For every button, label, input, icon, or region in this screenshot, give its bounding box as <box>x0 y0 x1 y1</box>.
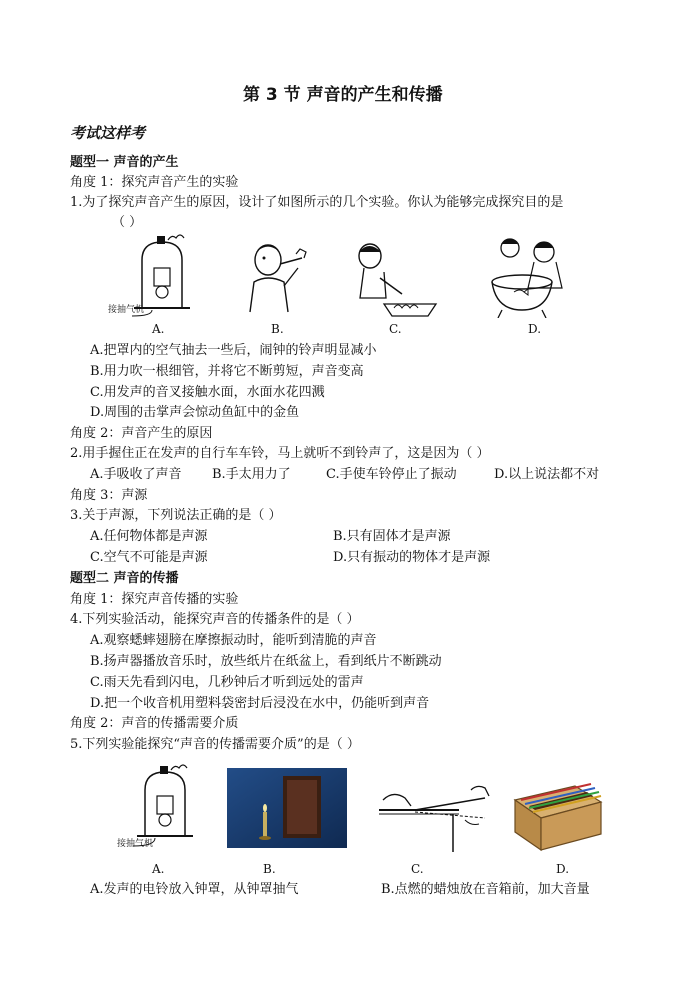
q2-option-d: D.以上说法都不对 <box>494 467 600 482</box>
type2-angle1: 角度 1：探究声音传播的实验 <box>70 592 239 607</box>
type2-heading: 题型二 声音的传播 <box>70 571 179 586</box>
q5-figure-d-rubber-band-box <box>505 776 605 852</box>
q3-option-c: C.空气不可能是声源 <box>90 550 208 565</box>
q1-option-d: D.周围的击掌声会惊动鱼缸中的金鱼 <box>90 405 300 420</box>
q2-option-c: C.手使车铃停止了振动 <box>326 467 457 482</box>
q1-option-a: A.把罩内的空气抽去一些后，闹钟的铃声明显减小 <box>90 343 377 358</box>
q1-option-b: B.用力吹一根细管，并将它不断剪短，声音变高 <box>90 364 364 379</box>
q1-figure-c-tuning-fork-water <box>350 238 440 318</box>
q5-fig-label-d: D. <box>556 862 570 876</box>
page-title: 第 3 节 声音的产生和传播 <box>243 85 443 105</box>
q1-stem: 1.为了探究声音产生的原因，设计了如图所示的几个实验。你认为能够完成探究目的是 <box>70 195 564 210</box>
q5-option-b: B.点燃的蜡烛放在音箱前，加大音量 <box>381 882 590 897</box>
q3-option-b: B.只有固体才是声源 <box>333 529 451 544</box>
q1-fig-label-b: B. <box>271 322 284 336</box>
q5-stem: 5.下列实验能探究“声音的传播需要介质”的是（ ） <box>70 737 360 752</box>
q5-figure-b-candle-speaker-photo <box>227 768 347 848</box>
q1-bracket: （ ） <box>112 215 143 230</box>
q1-figure-d-fish-tank <box>478 232 576 318</box>
q2-stem: 2.用手握住正在发声的自行车车铃，马上就听不到铃声了，这是因为（ ） <box>70 446 490 461</box>
q1-fig-label-c: C. <box>389 322 402 336</box>
q3-option-d: D.只有振动的物体才是声源 <box>333 550 491 565</box>
section-heading: 考试这样考 <box>70 124 146 142</box>
q2-option-a: A.手吸收了声音 <box>90 467 182 482</box>
q5-fig-label-a: A. <box>152 862 165 876</box>
q5-figure-c-ruler-on-table <box>375 770 493 852</box>
q1-pump-label: 接抽气机 <box>108 305 145 315</box>
q5-option-a: A.发声的电铃放入钟罩，从钟罩抽气 <box>90 882 299 897</box>
q4-option-b: B.扬声器播放音乐时，放些纸片在纸盆上，看到纸片不断跳动 <box>90 654 442 669</box>
q4-option-a: A.观察蟋蟀翅膀在摩擦振动时，能听到清脆的声音 <box>90 633 377 648</box>
q1-fig-label-a: A. <box>152 322 165 336</box>
q4-stem: 4.下列实验活动，能探究声音的传播条件的是（ ） <box>70 612 360 627</box>
type1-heading: 题型一 声音的产生 <box>70 155 179 170</box>
q5-pump-label: 接抽气机 <box>117 839 154 849</box>
q4-option-d: D.把一个收音机用塑料袋密封后浸没在水中，仍能听到声音 <box>90 696 430 711</box>
q1-figure-b-man-blowing-tube <box>240 238 315 318</box>
q3-stem: 3.关于声源，下列说法正确的是（ ） <box>70 508 282 523</box>
q5-fig-label-c: C. <box>411 862 424 876</box>
q2-option-b: B.手太用力了 <box>212 467 291 482</box>
type1-angle1: 角度 1：探究声音产生的实验 <box>70 175 239 190</box>
type2-angle2: 角度 2：声音的传播需要介质 <box>70 716 239 731</box>
q1-fig-label-d: D. <box>528 322 542 336</box>
q3-option-a: A.任何物体都是声源 <box>90 529 208 544</box>
type1-angle3: 角度 3：声源 <box>70 488 148 503</box>
q4-option-c: C.雨天先看到闪电，几秒钟后才听到远处的雷声 <box>90 675 364 690</box>
q1-option-c: C.用发声的音叉接触水面，水面水花四溅 <box>90 385 325 400</box>
q5-fig-label-b: B. <box>263 862 276 876</box>
type1-angle2: 角度 2：声音产生的原因 <box>70 426 213 441</box>
